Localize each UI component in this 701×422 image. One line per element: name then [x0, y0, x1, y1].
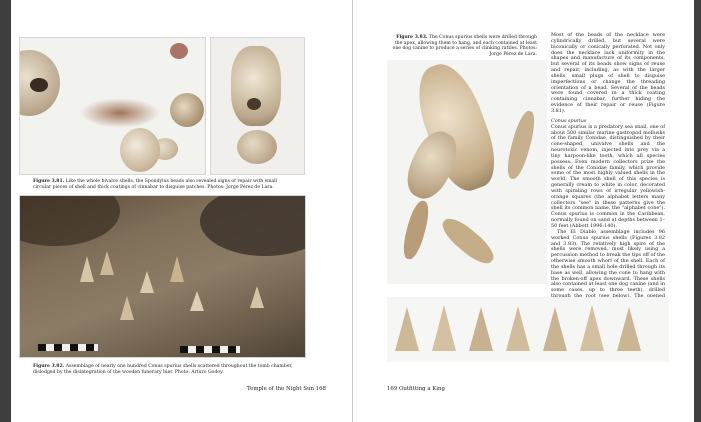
subheading-conus-spurius: Conus spurius: [551, 117, 587, 124]
conus-assemblage-excavation-photo: [19, 195, 306, 358]
right-folio: 169 Outfitting a King: [387, 386, 445, 392]
paragraph-el-diablo-assemblage: The El Diablo assemblage includes 96 worked Conus spurius shells (Figures 3.82 and 3.83). The relatively high spire of the shells were removed, most likely using a percussion method to break the tips off of the otherwise smooth whorl of the shell. Each of the shells has a small hole drilled through its base as well, allowing the cone to hang with the broken-off apex downward. These shells also contained at least one dog canine (and in some cases, up to three teeth), drilled: [551, 228, 665, 294]
paragraph-conus-description: Conus spurius is a predatory sea snail, one of about 500 similar marine gastropod mollusks of the family Conidae, distinguished by their cone-shaped, univalve shells and the neurotoxic venom, injected into prey via a tiny harpoon-like tooth, which all species possess. Even modern collectors prize the shells of the Conidae family, which provide some of the most highly valued shells in the world. The smooth shell of this species is generally cream to white in color, decorated with spiraling rows of irregular yellowish-orange squares (the alphabet letters many collectors "see" in these patterns give the shell its common name, the "alphabet cone"). Conus spurius is common in the Caribbean, normally found on sand at depths between 1–50 feet (Abbott 1996:140).: [551, 123, 665, 229]
paragraph-necklace: Most of the beads of the necklace were cylindrically drilled, but several were biconically or conically perforated. Not only does the necklace lack uniformity in the shapes and manufacture of its components, but several of its beads show signs of reuse and repair, including, as with the larger shells, small plugs of shell to disguise imperfections or change the threading orientation of a bead. Several of the beads were found covered in a thick coating containing cinnabar, further hiding the evidence of their repair or reuse (Figure 3.81).: [551, 32, 665, 114]
figure-3-82-caption: Figure 3.82. Assemblage of nearly one hundred Conus spurius shells scattered throughout the tomb chamber, dislodged by the disintegration of the wooden funerary bier. Photo: Arturo Godoy.: [33, 364, 293, 375]
conus-shell-pendants-photo: [387, 60, 547, 284]
conus-shell-row-photo: [387, 297, 669, 362]
left-folio: Temple of the Night Sun 168: [247, 386, 326, 392]
spondylus-beads-photo: [19, 37, 206, 175]
figure-3-83-caption: Figure 3.83. The Conus spurius shells were drilled through the apex, allowing them to hang, and each contained at least one dog canine to produce a series of clinking rattles. Photos: Jorge Pérez de Lara.: [392, 35, 537, 57]
spondylus-bead-closeup-photo: [210, 37, 305, 175]
body-text-column: [551, 33, 665, 318]
page-gutter: [352, 0, 353, 422]
figure-3-81-caption: Figure 3.81. Like the whole bivalve shells, the Spondylus beads also revealed signs of repair with small circular pieces of shell and thick coatings of cinnabar to disguise patches. Photos: Jorge Pérez de Lara.: [33, 179, 278, 190]
